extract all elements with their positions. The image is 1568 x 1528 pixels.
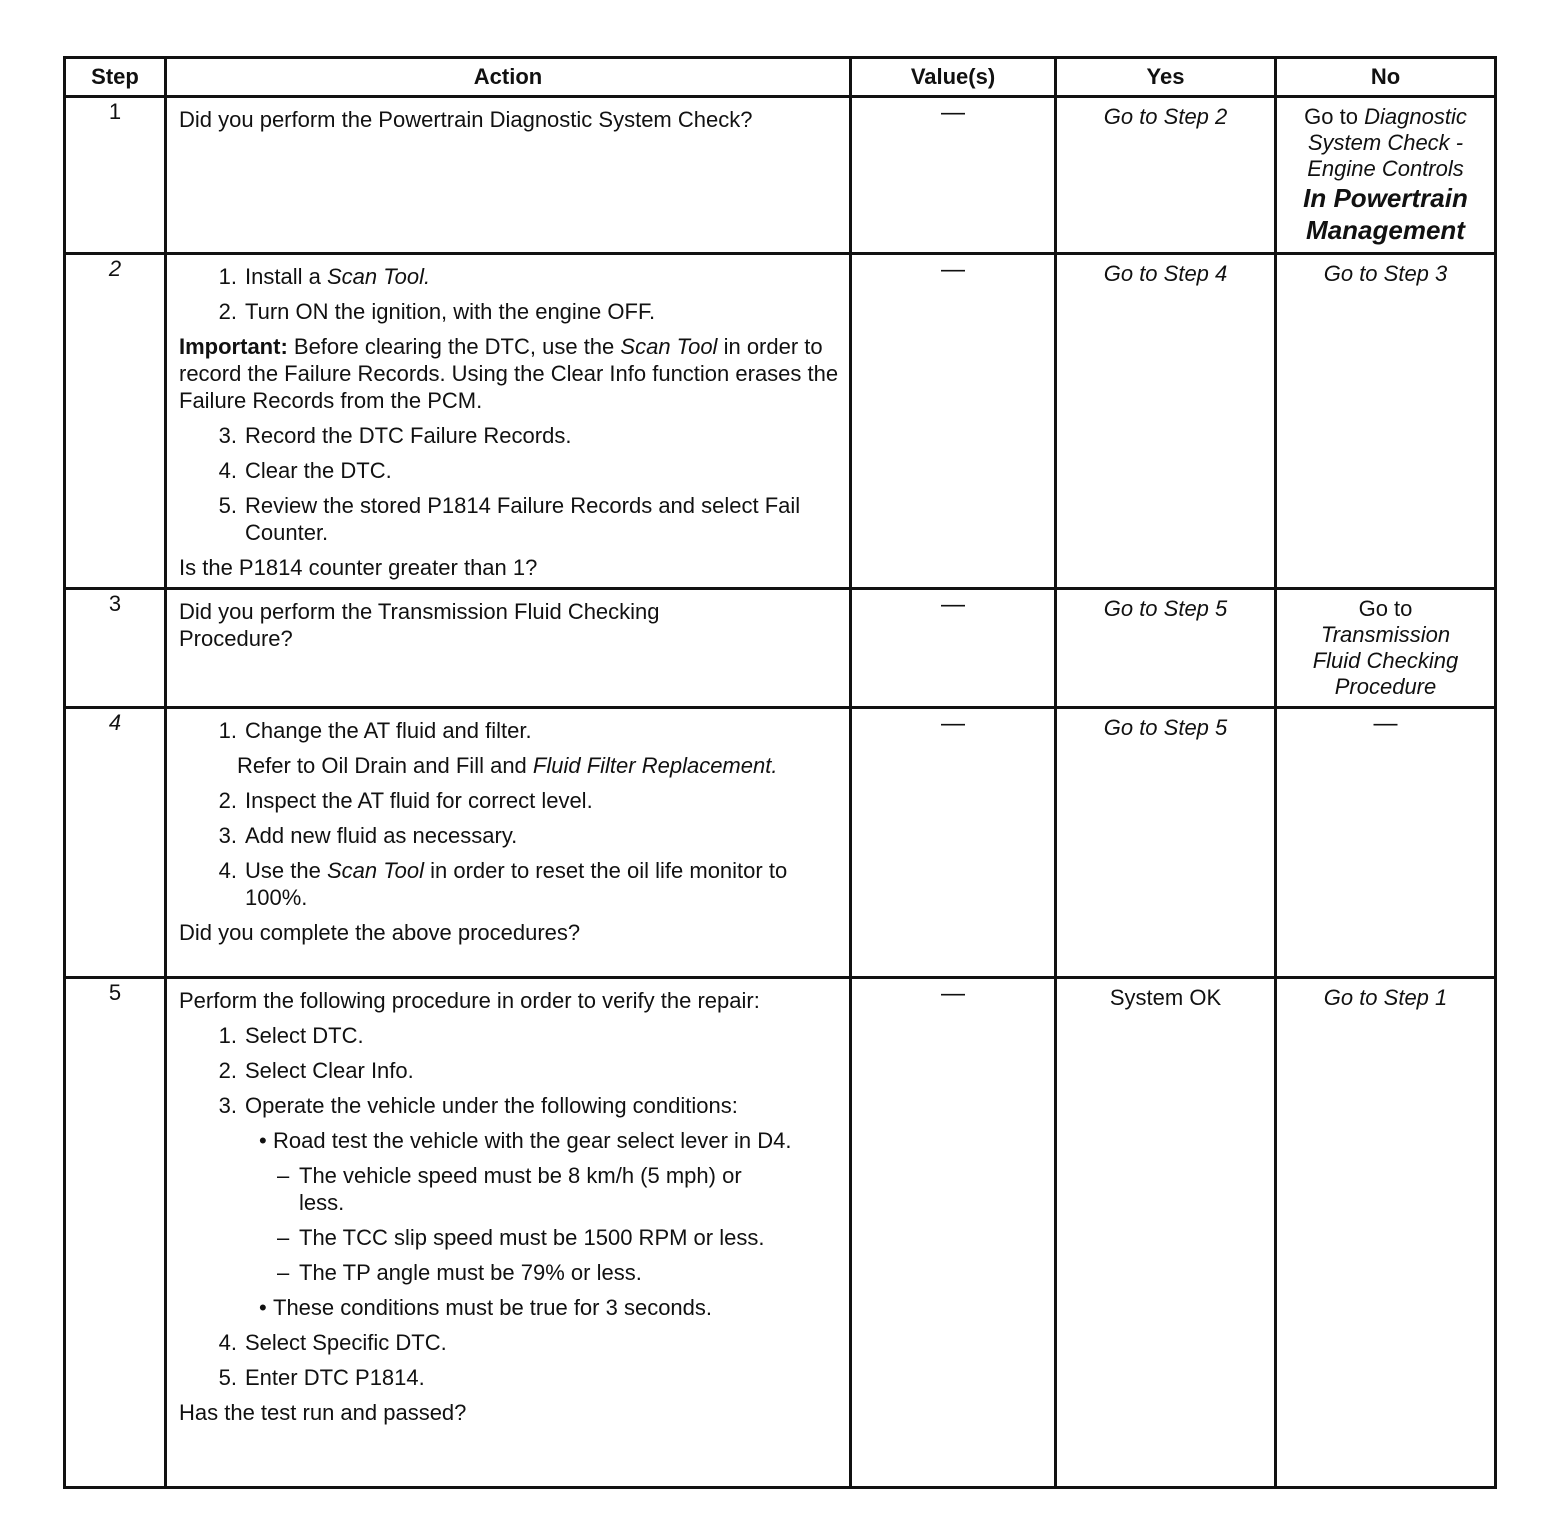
list-text: Review the stored P1814 Failure Records and select Fail Counter. [245,493,801,545]
action-question: Has the test run and passed? [179,1400,467,1425]
step-number: 3 [65,589,166,708]
header-no: No [1276,58,1496,97]
list-text: Clear the DTC. [245,458,392,483]
important-label: Important: [179,334,288,359]
list-item [179,457,839,484]
no-italic-ref: Transmission Fluid Checking Procedure [1312,622,1459,699]
yes-cell [1056,978,1276,1488]
value-cell: — [851,97,1056,254]
list-note [237,752,839,779]
list-text: Operate the vehicle under the following conditions: [245,1093,738,1118]
list-number: 4. [218,1330,237,1355]
bullet-text: These conditions must be true for 3 seconds. [273,1295,713,1320]
no-bold-ref: In Powertrain Management [1303,183,1468,245]
bullet-mark: • [259,1128,267,1153]
no-prefix: Go to [1304,104,1358,129]
yes-link[interactable]: Go to Step 5 [1103,715,1228,740]
list-text: Enter DTC P1814. [245,1365,425,1390]
header-row [65,58,1496,97]
action-question: Did you perform the Transmission Fluid Checking Procedure? [179,599,660,651]
yes-link[interactable]: Go to Step 5 [1103,596,1228,621]
list-number: 2. [218,788,237,813]
note-text: Refer to Oil Drain and Fill and [237,753,527,778]
action-question: Did you perform the Powertrain Diagnostic System Check? [179,107,753,132]
list-text: Change the AT fluid and filter. [245,718,532,743]
list-item [179,1022,839,1049]
list-number: 3. [218,423,237,448]
dash-item [179,1162,839,1216]
table-row-step-2 [65,254,1496,589]
list-item [179,298,839,325]
no-link[interactable]: Go to Step 1 [1323,985,1448,1010]
yes-cell [1056,708,1276,978]
important-text: Before clearing the DTC, use the [293,334,615,359]
bullet-mark: • [259,1295,267,1320]
list-number: 1. [218,1023,237,1048]
important-note [179,333,839,414]
list-item [179,263,839,290]
action-cell [166,254,851,589]
action-cell [166,589,851,708]
step-number: 2 [65,254,166,589]
list-number: 3. [218,1093,237,1118]
list-text: Inspect the AT fluid for correct level. [245,788,593,813]
action-question: Is the P1814 counter greater than 1? [179,555,538,580]
list-number: 5. [218,493,237,518]
yes-result: System OK [1109,985,1222,1010]
header-step: Step [65,58,166,97]
no-cell [1276,978,1496,1488]
important-text: in order to record the Failure Records. Using the Clear Info function erases the Failure Records from the PCM. [179,334,839,413]
table-row-step-4 [65,708,1496,978]
list-text: Install a [245,264,321,289]
list-item [179,822,839,849]
list-number: 3. [218,823,237,848]
value-cell: — [851,589,1056,708]
list-item [179,422,839,449]
value-cell: — [851,708,1056,978]
yes-link[interactable]: Go to Step 4 [1103,261,1228,286]
bullet-item [179,1127,839,1154]
list-number: 4. [218,458,237,483]
bullet-item [179,1294,839,1321]
table-row-step-3 [65,589,1496,708]
table-row-step-5 [65,978,1496,1488]
list-item [179,1092,839,1119]
action-question: Did you complete the above procedures? [179,920,581,945]
dash-text: The TCC slip speed must be 1500 RPM or less. [299,1225,765,1250]
action-cell [166,708,851,978]
header-yes: Yes [1056,58,1276,97]
no-cell [1276,589,1496,708]
yes-link[interactable]: Go to Step 2 [1103,104,1228,129]
table-row-step-1 [65,97,1496,254]
yes-cell [1056,254,1276,589]
list-item [179,857,839,911]
action-intro: Perform the following procedure in order to verify the repair: [179,988,760,1013]
dash-text: The vehicle speed must be 8 km/h (5 mph) or less. [299,1163,742,1215]
list-text: Record the DTC Failure Records. [245,423,572,448]
list-number: 2. [218,1058,237,1083]
no-link[interactable] [1283,104,1488,246]
list-item [179,1364,839,1391]
dash-mark: – [277,1163,290,1188]
list-number: 2. [218,299,237,324]
step-number: 1 [65,97,166,254]
list-item [179,1329,839,1356]
no-cell [1276,97,1496,254]
list-text: Select Clear Info. [245,1058,414,1083]
value-cell: — [851,978,1056,1488]
header-action: Action [166,58,851,97]
header-values: Value(s) [851,58,1056,97]
list-item [179,717,839,744]
step-number: 4 [65,708,166,978]
list-item [179,1057,839,1084]
list-italic-text: Scan Tool [326,858,424,883]
no-italic-ref: Diagnostic System Check - Engine Controls [1307,104,1467,181]
list-text: Use the [245,858,321,883]
step-number: 5 [65,978,166,1488]
no-link[interactable] [1283,596,1488,700]
list-item [179,787,839,814]
action-cell [166,978,851,1488]
list-text: Turn ON the ignition, with the engine OFF. [245,299,656,324]
no-cell: — [1276,708,1496,978]
list-number: 4. [218,858,237,883]
list-number: 1. [218,264,237,289]
diagnostic-table [63,56,1497,1489]
list-text: in order to reset the oil life monitor to 100%. [245,858,788,910]
action-cell [166,97,851,254]
dash-mark: – [277,1225,290,1250]
list-number: 1. [218,718,237,743]
list-italic-text: Scan Tool. [326,264,431,289]
no-prefix: Go to [1358,596,1413,621]
yes-cell [1056,97,1276,254]
list-text: Add new fluid as necessary. [245,823,518,848]
yes-cell [1056,589,1276,708]
dash-mark: – [277,1260,290,1285]
note-italic: Fluid Filter Replacement. [532,753,778,778]
dash-item [179,1259,839,1286]
no-cell [1276,254,1496,589]
important-italic: Scan Tool [620,334,718,359]
value-cell: — [851,254,1056,589]
dash-item [179,1224,839,1251]
list-number: 5. [218,1365,237,1390]
bullet-text: Road test the vehicle with the gear select lever in D4. [273,1128,792,1153]
dash-text: The TP angle must be 79% or less. [299,1260,642,1285]
list-item [179,492,839,546]
no-link[interactable]: Go to Step 3 [1323,261,1448,286]
list-text: Select Specific DTC. [245,1330,447,1355]
list-text: Select DTC. [245,1023,364,1048]
